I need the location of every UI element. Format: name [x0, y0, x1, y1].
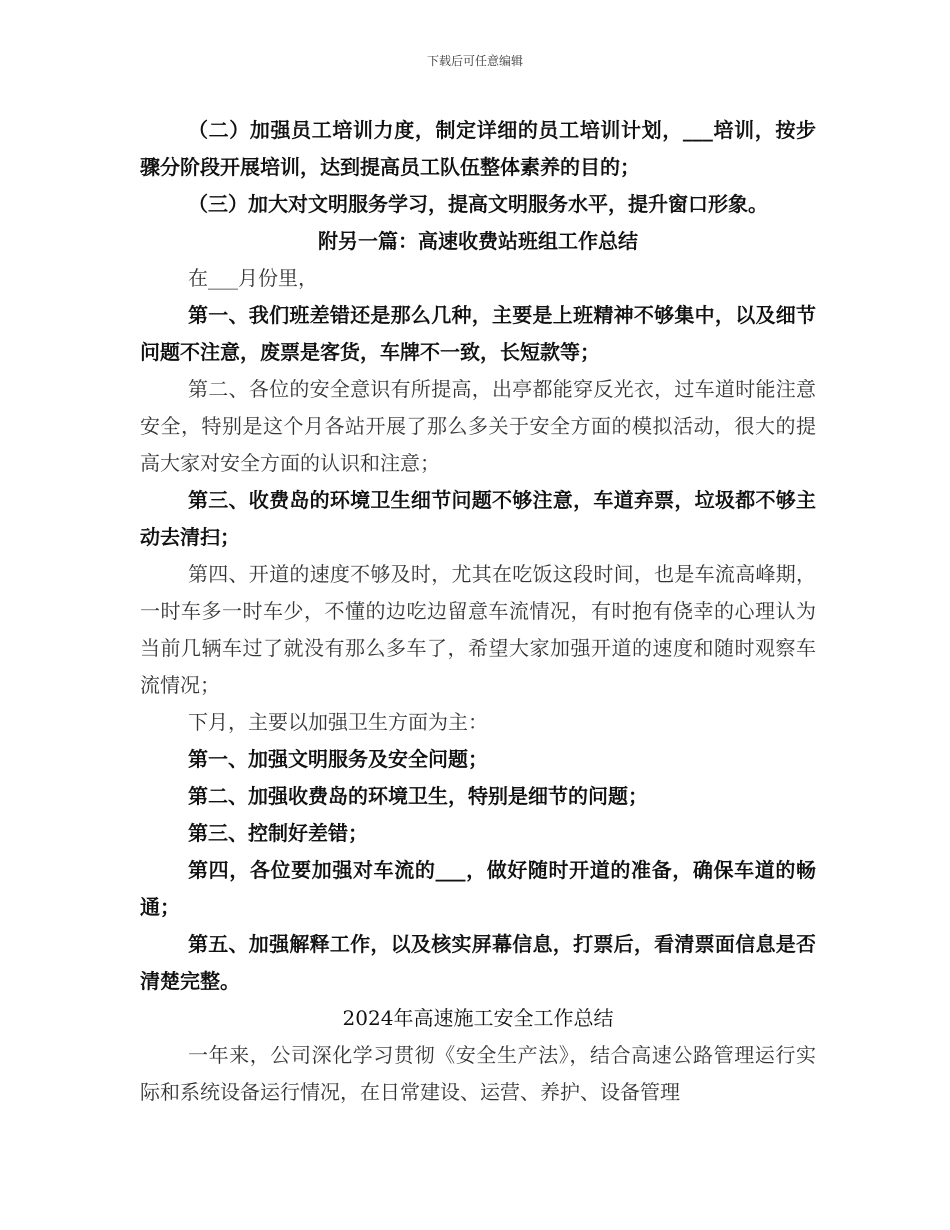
- paragraph-second-safety: 第二、各位的安全意识有所提高，出亭都能穿反光衣，过车道时能注意安全，特别是这个月各站开展了那么多关于安全方面的模拟活动，很大的提高大家对安全方面的认识和注意；: [140, 377, 816, 475]
- paragraph-fourth-lane-opening: 第四、开道的速度不够及时，尤其在吃饭这段时间，也是车流高峰期，一时车多一时车少，不懂的边吃边留意车流情况，有时抱有侥幸的心理认为当前几辆车过了就没有那么多车了，希望大家加强开道的速度和随时观察车流情况；: [140, 562, 816, 697]
- paragraph-year-review: 一年来，公司深化学习贯彻《安全生产法》，结合高速公路管理运行实际和系统设备运行情况，在日常建设、运营、养护、设备管理: [140, 1043, 816, 1104]
- list-item-first: 第一、加强文明服务及安全问题；: [188, 747, 488, 771]
- list-item-third: 第三、控制好差错；: [188, 821, 368, 845]
- section-heading-team-summary: 附另一篇：高速收费站班组工作总结: [318, 229, 638, 253]
- paragraph-next-month: 下月，主要以加强卫生方面为主：: [188, 710, 488, 734]
- paragraph-third-hygiene: 第三、收费岛的环境卫生细节问题不够注意，车道弃票，垃圾都不够主动去清扫；: [140, 488, 816, 549]
- paragraph-month-intro: 在___月份里，: [188, 266, 318, 290]
- paragraph-first-errors: 第一、我们班差错还是那么几种，主要是上班精神不够集中，以及细节问题不注意，废票是客货，车牌不一致，长短款等；: [140, 303, 816, 364]
- paragraph-training: （二）加强员工培训力度，制定详细的员工培训计划，___培训，按步骤分阶段开展培训，达到提高员工队伍整体素养的目的；: [140, 118, 816, 179]
- document-body: [140, 112, 816, 1111]
- list-item-fifth: 第五、加强解释工作，以及核实屏幕信息，打票后，看清票面信息是否清楚完整。: [140, 932, 816, 993]
- list-item-second: 第二、加强收费岛的环境卫生，特别是细节的问题；: [188, 784, 648, 808]
- page-header: 下载后可任意编辑: [426, 54, 523, 68]
- section-heading-construction-safety: 2024年高速施工安全工作总结: [342, 1006, 614, 1030]
- list-item-fourth: 第四，各位要加强对车流的___，做好随时开道的准备，确保车道的畅通；: [140, 858, 816, 919]
- paragraph-civilized-service: （三）加大对文明服务学习，提高文明服务水平，提升窗口形象。: [188, 192, 768, 216]
